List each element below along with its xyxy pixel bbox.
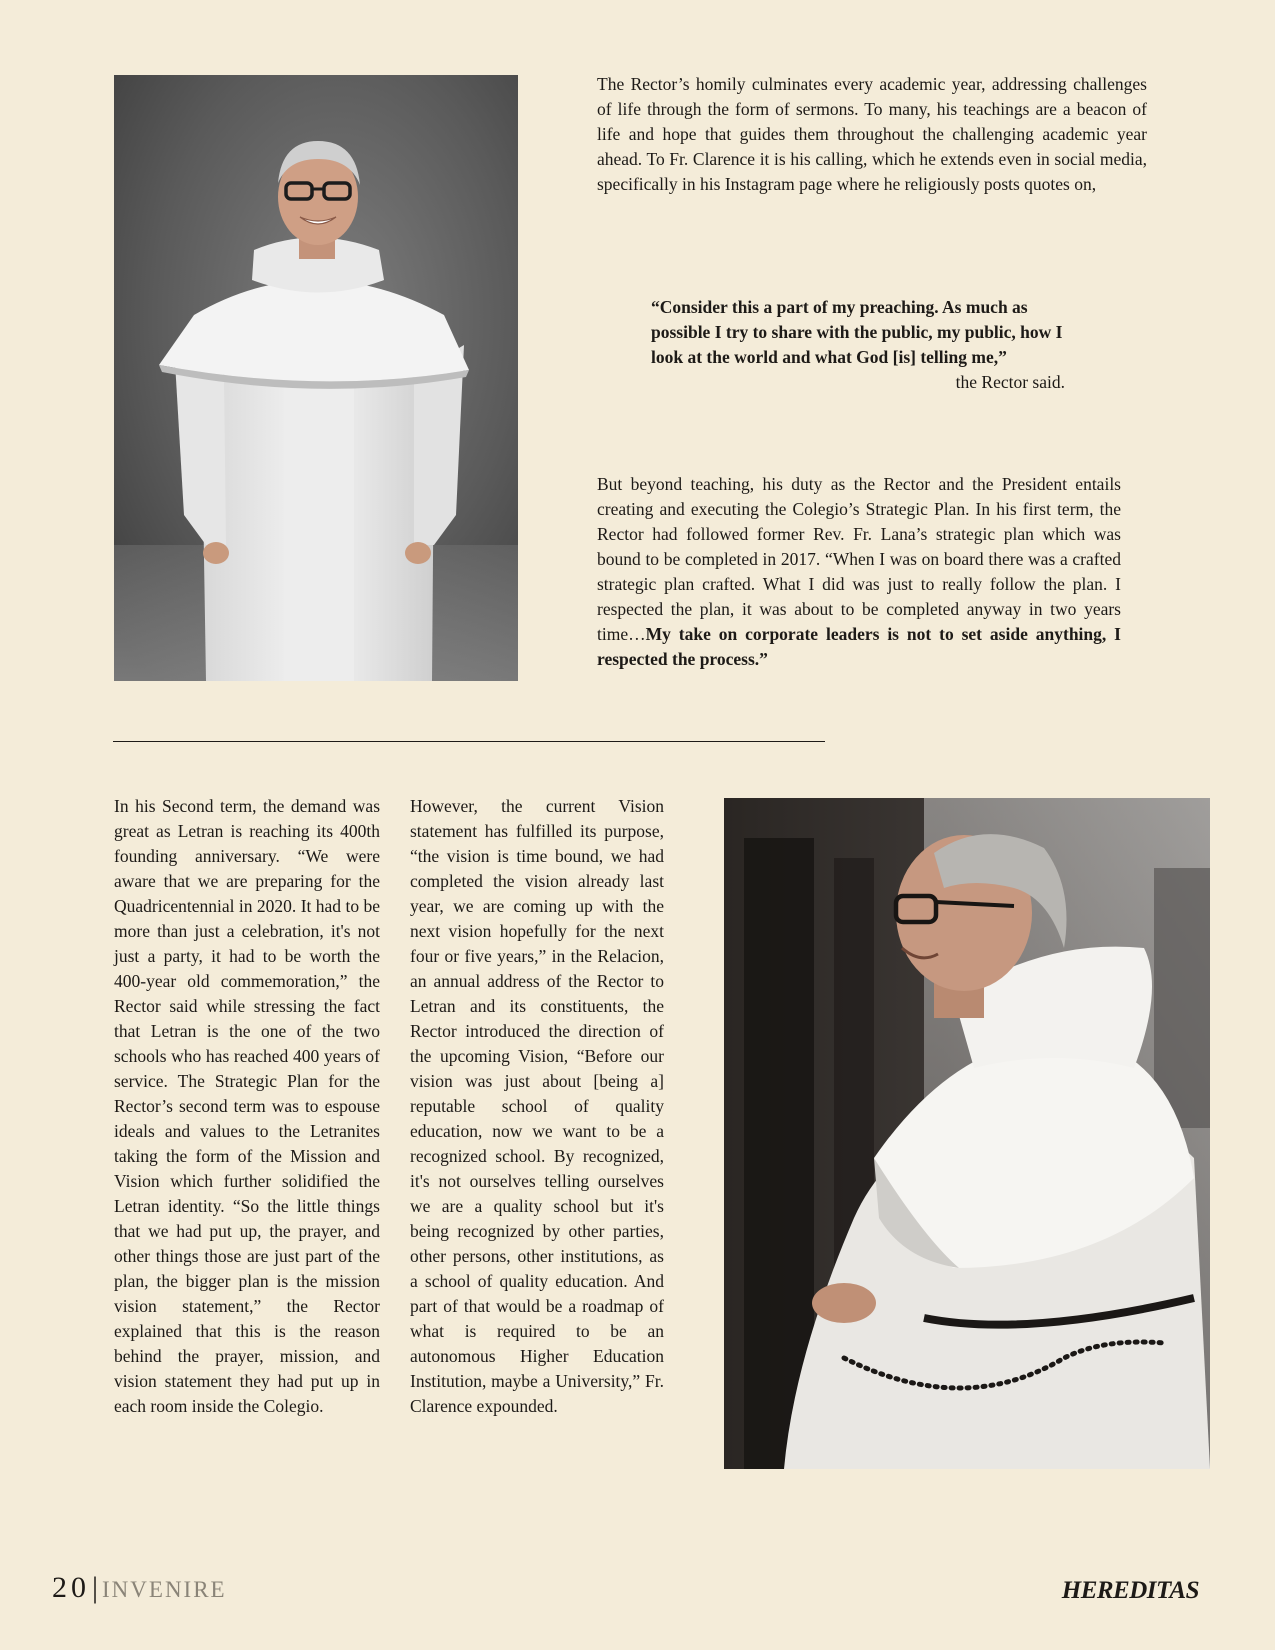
rector-standing-illustration [114, 75, 518, 681]
intro-paragraph: The Rector’s homily culminates every academic year, addressing challenges of life through the form of sermons. To many, his teachings are a beacon of life and hope that guides them throughout the challenging academic year ahead. To Fr. Clarence it is his calling, which he extends even in social media, specifically in his Instagram page where he religiously posts quotes on, [597, 74, 1147, 194]
strategic-plan-text: But beyond teaching, his duty as the Rector and the President entails creating and executing the Colegio’s Strategic Plan. In his first term, the Rector had followed former Rev. Fr. Lana’s strategic plan which was bound to be completed in 2017. “When I was on board there was a crafted strategic plan crafted. What I did was just to really follow the plan. I respected the plan, it was about to be completed anyway in two years time… [597, 474, 1121, 644]
section-name: INVENIRE [102, 1577, 227, 1602]
page-number: 20 [52, 1571, 90, 1604]
strategic-plan-paragraph [597, 472, 1121, 672]
rector-seated-illustration [724, 798, 1210, 1469]
strategic-plan-bold-quote: My take on corporate leaders is not to set aside anything, I respected the process.” [597, 624, 1121, 669]
section-divider [113, 741, 825, 742]
quote-text: “Consider this a part of my preaching. As much as possible I try to share with the public, my public, how I look at the world and what God [is] telling me,” [651, 297, 1063, 367]
rector-standing-photo [114, 75, 518, 681]
footer-page-info [52, 1571, 227, 1605]
column-2-paragraph: However, the current Vision statement has fulfilled its purpose, “the vision is time bound, we had completed the vision already last year, we are coming up with the next vision hopefully for the next four or five years,” in the Relacion, an annual address of the Rector to Letran and its constituents, the Rector introduced the direction of the upcoming Vision, “Before our vision was just about [being a] reputable school of quality education, now we want to be a recognized school. By recognized, it's not ourselves telling ourselves we are a quality school but it's being recognized by other parties, other persons, other institutions, as a school of quality education. And part of that would be a roadmap of what is required to be an autonomous Higher Education Institution, maybe a University,” Fr. Clarence expounded. [410, 796, 664, 1416]
footer-separator: | [92, 1571, 99, 1604]
column-1-paragraph: In his Second term, the demand was great as Letran is reaching its 400th founding anniversary. “We were aware that we are preparing for the Quadricentennial in 2020. It had to be more than just a celebration, it's not just a party, it had to be worth the 400-year old commemoration,” the Rector said while stressing the fact that Letran is the one of the two schools who has reached 400 years of service. The Strategic Plan for the Rector’s second term was to espouse ideals and values to the Letranites taking the form of the Mission and Vision which further solidified the Letran identity. “So the little things that we had put up, the prayer, and other things those are just part of the plan, the bigger plan is the mission vision statement,” the Rector explained that this is the reason behind the prayer, mission, and vision statement they had put up in each room inside the Colegio. [114, 796, 380, 1416]
pull-quote [651, 295, 1065, 395]
magazine-name: HEREDITAS [1061, 1577, 1199, 1604]
rector-seated-photo [724, 798, 1210, 1469]
quote-attribution: the Rector said. [955, 372, 1065, 392]
